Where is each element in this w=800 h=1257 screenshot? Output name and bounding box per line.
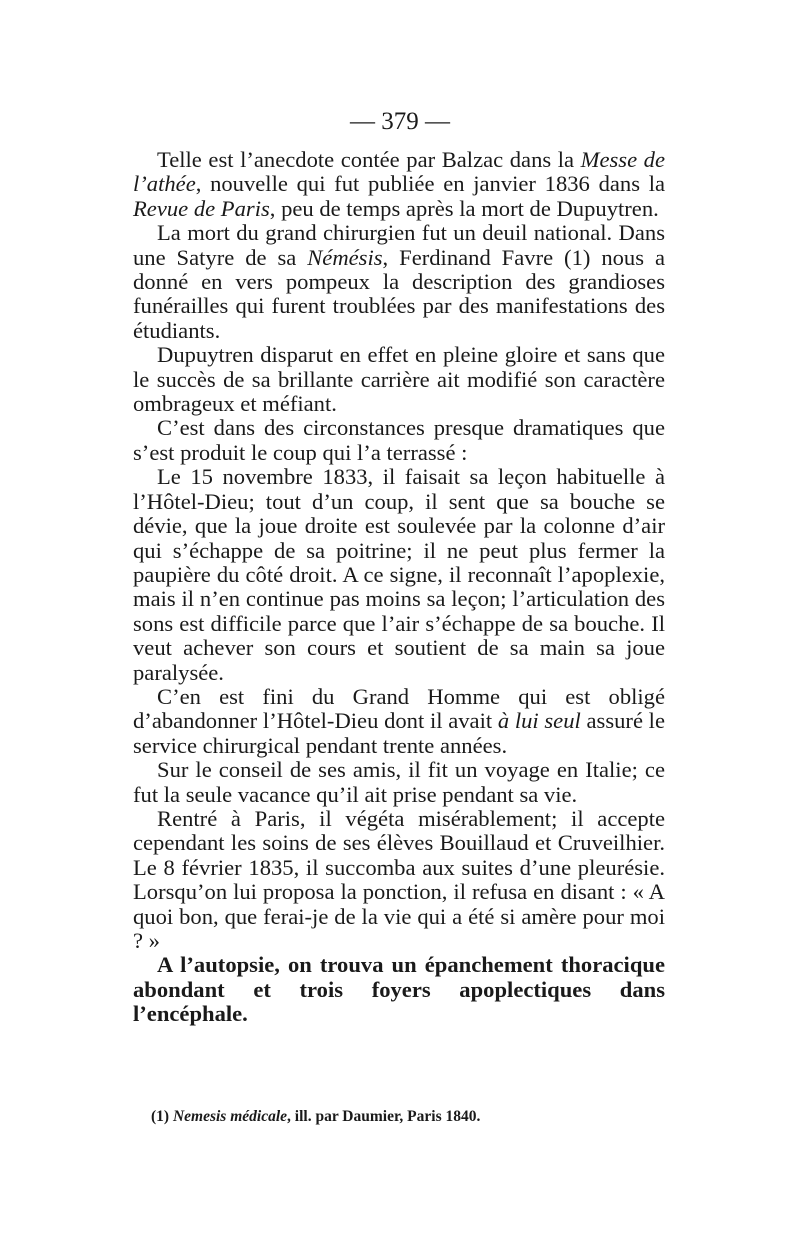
italic-emphasis: à lui seul [497, 708, 581, 734]
footnote-title: Nemesis médicale [172, 1108, 288, 1125]
text-run: , Ferdinand Favre (1) nous a donné en vers pompeux la description des grandioses funérailles qui furent troublées par des manifestations des étudiants. [133, 244, 665, 343]
italic-title: Revue de Paris [133, 195, 270, 221]
italic-title: Némésis [307, 244, 383, 270]
footnote-marker: (1) [151, 1108, 173, 1125]
paragraph-1 [133, 148, 665, 221]
paragraph-7: Sur le conseil de ses amis, il fit un voyage en Italie; ce fut la seule vacance qu’il ait prise pendant sa vie. [133, 757, 665, 807]
paragraph-6 [133, 685, 665, 758]
footnote [151, 1108, 480, 1126]
body-text [133, 148, 665, 1027]
text-run: assuré le service chirurgical pendant trente années. [133, 708, 665, 758]
paragraph-9: A l’autopsie, on trouva un épanchement thoracique abondant et trois foyers apoplectiques dans l’encéphale. [133, 952, 665, 1027]
paragraph-3: Dupuytren disparut en effet en pleine gloire et sans que le succès de sa brillante carrière ait modifié son caractère ombrageux et méfiant. [133, 342, 665, 417]
paragraph-4: C’est dans des circonstances presque dramatiques que s’est produit le coup qui l’a terrassé : [133, 415, 665, 465]
text-run: C’en est fini du Grand Homme qui est obligé d’abandonner l’Hôtel-Dieu dont il avait [133, 683, 665, 734]
text-run: La mort du grand chirurgien fut un deuil national. Dans une Satyre de sa [133, 220, 665, 270]
text-run: Telle est l’anecdote contée par Balzac dans la [157, 147, 581, 172]
paragraph-5: Le 15 novembre 1833, il faisait sa leçon habituelle à l’Hôtel-Dieu; tout d’un coup, il sent que sa bouche se dévie, que la joue droite est soulevée par la colonne d’air qui s’échappe de sa poitrine; il ne peut plus fermer la paupière du côté droit. A ce signe, il reconnaît l’apoplexie, mais il n’en continue pas moins sa leçon; l’articulation des sons est difficile parce que l’air s’échappe de sa bouche. Il veut achever son cours et soutient de sa main sa joue paralysée. [133, 464, 665, 685]
page-number: — 379 — [350, 108, 450, 135]
italic-title: Messe de l’athée [133, 147, 666, 197]
text-run: , peu de temps après la mort de Dupuytren. [269, 195, 659, 221]
paragraph-8: Rentré à Paris, il végéta misérablement; il accepte cependant les soins de ses élèves Bouillaud et Cruveilhier. Le 8 février 1835, il succomba aux suites d’une pleurésie. Lorsqu’on lui proposa la ponction, il refusa en disant : « A quoi bon, que ferai-je de la vie qui a été si amère pour moi ? » [133, 805, 665, 953]
text-run: , nouvelle qui fut publiée en janvier 1836 dans la [195, 171, 665, 197]
paragraph-2 [133, 221, 665, 343]
footnote-text: , ill. par Daumier, Paris 1840. [287, 1108, 481, 1125]
